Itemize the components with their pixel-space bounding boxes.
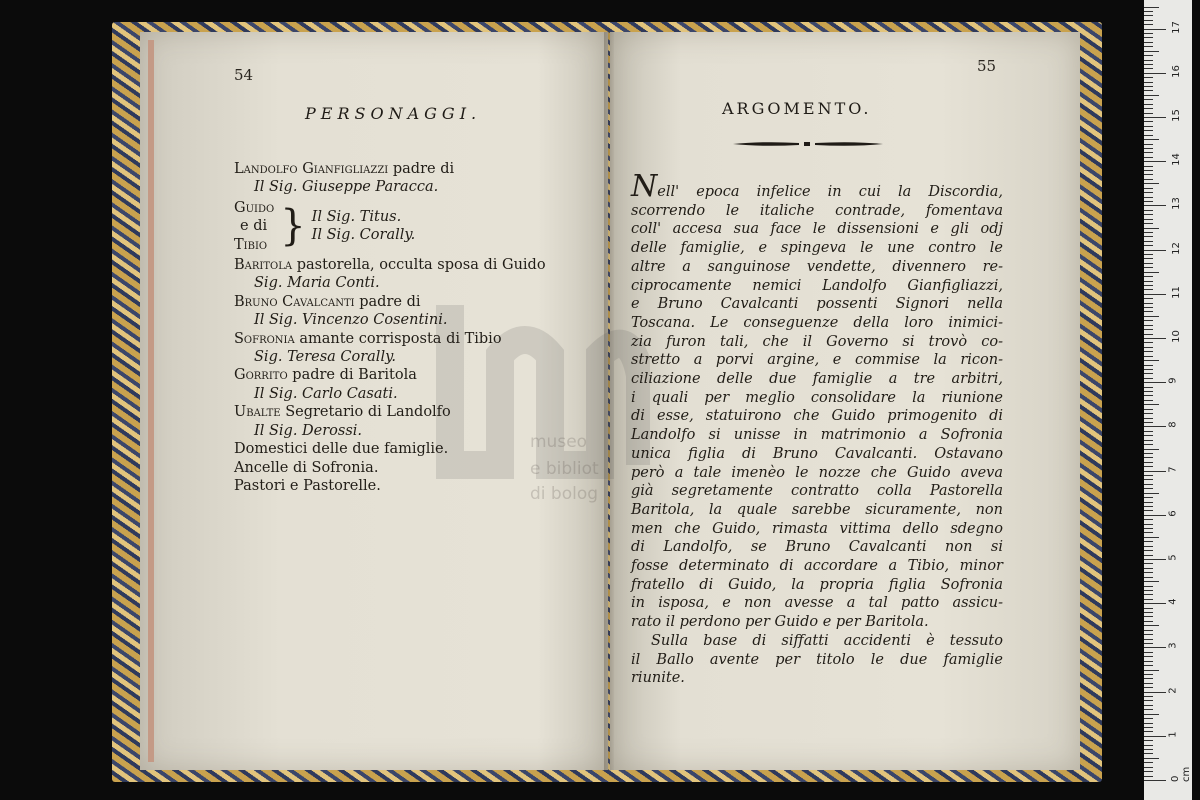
ruler-tick (1144, 426, 1166, 427)
page-number-right: 55 (977, 57, 997, 75)
ruler-tick (1144, 493, 1159, 494)
ruler-tick (1144, 241, 1153, 242)
cast-entry (234, 293, 604, 311)
ruler-tick (1144, 594, 1153, 595)
text-line: Baritola, la quale sarebbe sicuramente, non (631, 501, 1003, 518)
ruler-tick (1144, 683, 1153, 684)
ruler-tick (1144, 661, 1153, 662)
text-line: scorrendo le italiche contrade, fomentava (631, 202, 1003, 219)
role-description: Segretario di Landolfo (280, 404, 451, 421)
text-line: già segretamente contratto colla Pastorella (631, 483, 1003, 500)
ruler-tick (1144, 519, 1153, 520)
ruler-tick (1144, 77, 1153, 78)
ruler-tick (1144, 148, 1153, 149)
ruler-tick (1144, 745, 1153, 746)
ruler-tick (1144, 643, 1153, 644)
actor-name: Il Sig. Carlo Casati. (254, 385, 398, 402)
cast-entry (234, 160, 604, 178)
ruler-tick (1144, 674, 1153, 675)
page-edge (148, 40, 154, 762)
ruler-tick (1144, 365, 1153, 366)
ruler-tick (1144, 86, 1153, 87)
ruler-tick (1144, 73, 1166, 74)
ruler-number: 14 (1170, 153, 1182, 167)
ruler-tick (1144, 108, 1153, 109)
ruler-tick (1144, 700, 1153, 701)
role-description: padre di (388, 161, 455, 177)
ruler-tick (1144, 338, 1166, 339)
ruler-tick (1144, 267, 1153, 268)
text-line: Toscana. Le conseguenze della loro inimici- (631, 314, 1003, 331)
role-name: Guido (234, 199, 275, 216)
text-line: i quali per meglio consolidare la riunione (631, 389, 1003, 406)
pair-roles (234, 199, 274, 254)
ruler-tick (1144, 727, 1153, 728)
watermark-text-3: di bolog (530, 484, 599, 504)
actor-name: Il Sig. Titus. (311, 209, 402, 226)
ruler-tick (1144, 497, 1153, 498)
ruler-tick (1144, 197, 1153, 198)
text-line: Sulla base di siffatti accidenti è tessuto (651, 632, 1003, 649)
ruler-tick (1144, 528, 1153, 529)
ruler-tick (1144, 113, 1153, 114)
ruler-tick (1144, 665, 1153, 666)
ruler-tick (1144, 334, 1153, 335)
ruler-tick (1144, 210, 1153, 211)
ruler-tick (1144, 55, 1153, 56)
ruler-tick (1144, 294, 1166, 295)
ruler-tick (1144, 413, 1153, 414)
ruler-tick (1144, 484, 1153, 485)
ruler-tick (1144, 117, 1166, 118)
ruler-tick (1144, 192, 1153, 193)
ruler-tick (1144, 15, 1153, 16)
ruler-tick (1144, 139, 1159, 140)
actor-name: Il Sig. Giuseppe Paracca. (254, 179, 439, 196)
ruler-unit-label: 0 cm (1170, 766, 1192, 782)
page-number-left: 54 (234, 66, 254, 84)
ruler-tick (1144, 753, 1153, 754)
ruler-tick (1144, 471, 1166, 472)
ruler-tick (1144, 395, 1153, 396)
ruler-tick (1144, 320, 1153, 321)
ruler-tick (1144, 236, 1153, 237)
ruler-tick (1144, 656, 1153, 657)
ruler-tick (1144, 780, 1166, 781)
ruler-tick (1144, 157, 1153, 158)
text-line: però a tale imenèo le nozze che Guido aveva (631, 464, 1003, 481)
ruler-tick (1144, 311, 1153, 312)
ruler-tick (1144, 586, 1153, 587)
extra-cast-entry: Domestici delle due famiglie. (234, 441, 449, 458)
ruler-tick (1144, 205, 1166, 206)
ruler-number: 12 (1170, 241, 1182, 255)
ruler-tick (1144, 228, 1159, 229)
ruler-tick (1144, 714, 1159, 715)
cast-entry (234, 366, 604, 384)
ruler-tick (1144, 11, 1153, 12)
ruler-tick (1144, 537, 1159, 538)
ruler-tick (1144, 46, 1153, 47)
ruler-tick (1144, 705, 1153, 706)
role-name: Gorrito (234, 367, 288, 384)
text-line: rato il perdono per Guido e per Baritola. (631, 614, 929, 631)
ruler-tick (1144, 42, 1153, 43)
role-name: Landolfo Gianfigliazzi (234, 161, 389, 177)
ruler-tick (1144, 245, 1153, 246)
ruler-tick (1144, 577, 1153, 578)
ruler-tick (1144, 60, 1153, 61)
text-line: ciprocamente nemici Landolfo Gianfigliazzi, (631, 277, 1003, 294)
ruler-tick (1144, 771, 1153, 772)
ruler-tick (1144, 281, 1153, 282)
cast-pair (234, 199, 604, 254)
ruler-tick (1144, 603, 1166, 604)
ruler-tick (1144, 515, 1166, 516)
text-line: di esse, statuirono che Guido primogenito di (631, 408, 1003, 425)
ruler-tick (1144, 488, 1153, 489)
ruler-number: 7 (1167, 465, 1179, 473)
ruler-tick (1144, 475, 1153, 476)
ruler-tick (1144, 749, 1153, 750)
ruler-tick (1144, 170, 1153, 171)
ruler-tick (1144, 422, 1153, 423)
text-line: coll' accesa sua face le dissensioni e gli odj (631, 221, 1003, 238)
ruler-tick (1144, 652, 1153, 653)
text-line: ciliazione delle due famiglie a tre arbitri, (631, 371, 1003, 388)
ruler-tick (1144, 400, 1153, 401)
ruler-tick (1144, 639, 1153, 640)
ruler-tick (1144, 709, 1153, 710)
text-line: e Bruno Cavalcanti possenti Signori nella (631, 296, 1003, 313)
ruler-tick (1144, 387, 1153, 388)
ruler-tick (1144, 767, 1153, 768)
ruler-tick (1144, 555, 1153, 556)
text-line: fosse determinato di accordare a Tibio, minor (631, 558, 1003, 575)
ruler-tick (1144, 440, 1153, 441)
watermark-text-1: museo (530, 432, 588, 452)
ruler-tick (1144, 524, 1153, 525)
ruler-tick (1144, 126, 1153, 127)
ruler-tick (1144, 342, 1153, 343)
brace-glyph: } (280, 202, 306, 251)
ruler-tick (1144, 550, 1153, 551)
ruler-number: 3 (1167, 642, 1179, 650)
ruler-tick (1144, 232, 1153, 233)
ruler-tick (1144, 347, 1153, 348)
ruler-tick (1144, 546, 1153, 547)
ornament-rule-icon (733, 140, 883, 148)
text-line: stretto a porvi argine, e commise la ricon- (631, 352, 1003, 369)
ruler-tick (1144, 329, 1153, 330)
watermark-text-2: e bibliot (530, 459, 599, 479)
ruler-tick (1144, 161, 1166, 162)
ruler-number: 8 (1167, 421, 1179, 429)
ruler-tick (1144, 64, 1153, 65)
ruler-tick (1144, 378, 1153, 379)
ruler-tick (1144, 678, 1153, 679)
ruler-tick (1144, 449, 1159, 450)
pair-joiner: e di (240, 218, 268, 235)
ruler-tick (1144, 289, 1153, 290)
role-name: Ubalte (234, 404, 281, 421)
ruler-tick (1144, 696, 1153, 697)
actor-name: Sig. Teresa Corally. (254, 349, 396, 366)
ruler-tick (1144, 258, 1153, 259)
text-line: riunite. (631, 670, 685, 687)
ruler-tick (1144, 740, 1153, 741)
text-line-content: ell' epoca infelice in cui la Discordia, (657, 184, 1003, 200)
ruler-tick (1144, 223, 1153, 224)
ruler-tick (1144, 418, 1153, 419)
ruler-number: 5 (1167, 554, 1179, 561)
ruler-number: 2 (1167, 686, 1179, 694)
measuring-ruler (1144, 0, 1192, 800)
ruler-tick (1144, 532, 1153, 533)
ruler-tick (1144, 625, 1159, 626)
ruler-tick (1144, 360, 1159, 361)
ruler-tick (1144, 599, 1153, 600)
ruler-tick (1144, 758, 1159, 759)
ruler-tick (1144, 307, 1153, 308)
ruler-tick (1144, 201, 1153, 202)
drop-cap: N (631, 169, 658, 204)
ruler-tick (1144, 608, 1153, 609)
actor-name: Il Sig. Vincenzo Cosentini. (254, 312, 448, 329)
ruler-tick (1144, 20, 1153, 21)
ruler-tick (1144, 444, 1153, 445)
ruler-tick (1144, 272, 1159, 273)
text-line: fratello di Guido, la propria figlia Sofronia (631, 576, 1003, 593)
ruler-tick (1144, 670, 1159, 671)
extra-cast-entry: Ancelle di Sofronia. (234, 459, 379, 476)
cast-list (234, 160, 604, 495)
ruler-tick (1144, 382, 1166, 383)
ruler-tick (1144, 316, 1159, 317)
ruler-tick (1144, 692, 1166, 693)
ruler-tick (1144, 95, 1159, 96)
ruler-tick (1144, 736, 1166, 737)
role-name: Baritola (234, 257, 293, 274)
argument-heading: ARGOMENTO. (722, 99, 872, 118)
role-name: Sofronia (234, 330, 295, 347)
ruler-number: 16 (1170, 64, 1182, 78)
ruler-tick (1144, 634, 1153, 635)
ruler-tick (1144, 351, 1153, 352)
ruler-tick (1144, 68, 1153, 69)
extra-cast-entry: Pastori e Pastorelle. (234, 477, 381, 494)
ruler-number: 9 (1167, 377, 1179, 384)
ruler-tick (1144, 37, 1153, 38)
ruler-tick (1144, 179, 1153, 180)
ruler-tick (1144, 29, 1166, 30)
ruler-tick (1144, 502, 1153, 503)
ruler-tick (1144, 590, 1153, 591)
text-line: di Landolfo, se Bruno Cavalcanti non si (631, 539, 1003, 556)
role-name: Bruno Cavalcanti (234, 293, 355, 310)
ruler-tick (1144, 718, 1153, 719)
ruler-tick (1144, 723, 1153, 724)
text-line: delle famiglie, e spingeva le une contro le (631, 240, 1003, 257)
text-line (631, 169, 1003, 204)
ruler-tick (1144, 435, 1153, 436)
pair-actors (312, 208, 416, 245)
ruler-number: 1 (1167, 731, 1179, 738)
ruler-tick (1144, 298, 1153, 299)
ruler-tick (1144, 166, 1153, 167)
text-line: il Ballo avente per titolo le due famiglie (631, 651, 1003, 668)
ruler-tick (1144, 152, 1153, 153)
ruler-tick (1144, 431, 1153, 432)
ruler-tick (1144, 250, 1166, 251)
ruler-tick (1144, 409, 1153, 410)
ruler-tick (1144, 254, 1153, 255)
text-line: altre a sanguinose vendette, divennero re- (631, 258, 1003, 275)
cast-entry (234, 403, 604, 421)
ruler-tick (1144, 559, 1166, 560)
ruler-tick (1144, 510, 1153, 511)
ruler-tick (1144, 563, 1153, 564)
ruler-tick (1144, 303, 1153, 304)
ruler-tick (1144, 621, 1153, 622)
ruler-tick (1144, 33, 1153, 34)
text-line: Landolfo si unisse in matrimonio a Sofronia (631, 427, 1003, 444)
ruler-tick (1144, 183, 1159, 184)
ruler-tick (1144, 121, 1153, 122)
cast-entry (234, 330, 604, 348)
ruler-tick (1144, 276, 1153, 277)
ruler-tick (1144, 462, 1153, 463)
ruler-tick (1144, 373, 1153, 374)
ruler-tick (1144, 263, 1153, 264)
ruler-number: 11 (1170, 285, 1182, 299)
actor-name: Il Sig. Corally. (311, 227, 416, 244)
ruler-tick (1144, 568, 1153, 569)
ruler-number: 10 (1170, 330, 1182, 343)
ruler-tick (1144, 581, 1159, 582)
ruler-tick (1144, 130, 1153, 131)
ruler-tick (1144, 285, 1153, 286)
ruler-tick (1144, 647, 1166, 648)
ruler-tick (1144, 7, 1159, 8)
ruler-tick (1144, 51, 1159, 52)
ruler-tick (1144, 99, 1153, 100)
ruler-number: 13 (1170, 197, 1182, 211)
ruler-tick (1144, 90, 1153, 91)
ruler-tick (1144, 731, 1153, 732)
ruler-tick (1144, 630, 1153, 631)
actor-name: Il Sig. Derossi. (254, 422, 363, 439)
actor-name: Sig. Maria Conti. (254, 275, 380, 292)
role-description: padre di (354, 293, 421, 310)
ruler-tick (1144, 572, 1153, 573)
role-description: amante corrisposta di Tibio (294, 330, 502, 347)
ruler-tick (1144, 144, 1153, 145)
ruler-tick (1144, 612, 1153, 613)
ruler-tick (1144, 369, 1153, 370)
text-line: zia furon tali, che il Governo si trovò co- (631, 333, 1003, 350)
text-line: unica figlia di Bruno Cavalcanti. Ostavano (631, 445, 1003, 462)
ruler-tick (1144, 356, 1153, 357)
ruler-tick (1144, 457, 1153, 458)
argument-text (631, 169, 1003, 688)
role-name: Tibio (234, 236, 268, 253)
ruler-tick (1144, 82, 1153, 83)
ruler-tick (1144, 325, 1153, 326)
ruler-tick (1144, 762, 1153, 763)
ruler-tick (1144, 616, 1153, 617)
text-line: in isposa, e non avesse a tal patto assicu- (631, 595, 1003, 612)
ruler-tick (1144, 541, 1153, 542)
text-line: men che Guido, rimasta vittima dello sdegno (631, 520, 1003, 537)
ruler-tick (1144, 776, 1153, 777)
ruler-number: 6 (1167, 510, 1179, 517)
ruler-tick (1144, 188, 1153, 189)
ruler-tick (1144, 687, 1153, 688)
ruler-tick (1144, 453, 1153, 454)
ruler-tick (1144, 404, 1159, 405)
ruler-number: 4 (1167, 598, 1179, 605)
ruler-tick (1144, 104, 1153, 105)
ruler-tick (1144, 391, 1153, 392)
ruler-number: 15 (1170, 109, 1182, 122)
cast-entry (234, 256, 604, 274)
ruler-tick (1144, 174, 1153, 175)
ruler-tick (1144, 479, 1153, 480)
role-description: pastorella, occulta sposa di Guido (292, 257, 546, 274)
ruler-tick (1144, 466, 1153, 467)
ruler-number: 17 (1170, 20, 1182, 34)
ruler-tick (1144, 214, 1153, 215)
ruler-tick (1144, 135, 1153, 136)
role-description: padre di Baritola (287, 367, 417, 384)
ruler-tick (1144, 24, 1153, 25)
cast-heading: PERSONAGGI. (305, 104, 482, 123)
ruler-tick (1144, 506, 1153, 507)
ruler-tick (1144, 219, 1153, 220)
